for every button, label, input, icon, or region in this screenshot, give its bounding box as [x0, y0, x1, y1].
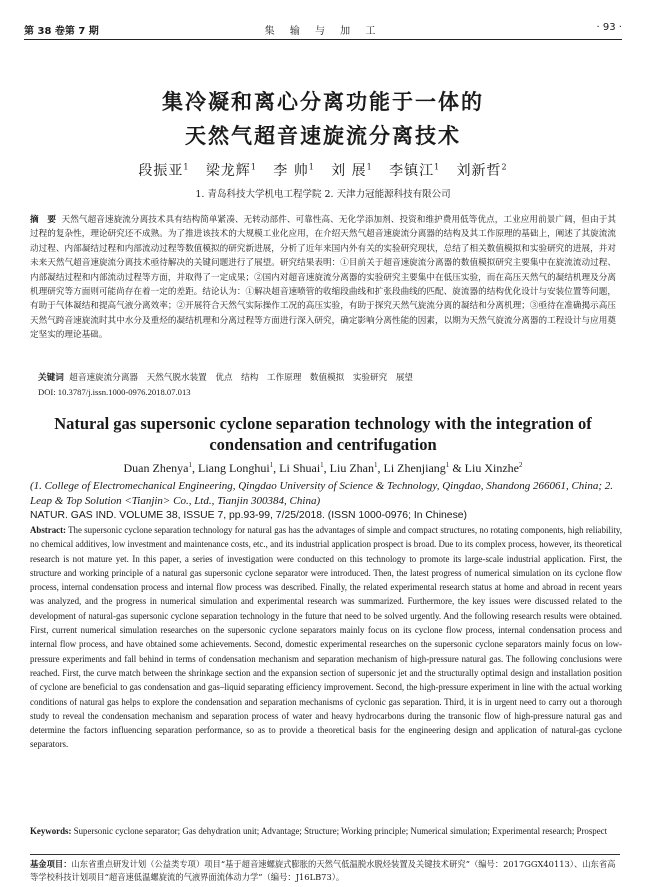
cn-title-line2: 天然气超音速旋流分离技术 — [185, 124, 461, 148]
en-abstract-label: Abstract: — [30, 525, 66, 535]
en-author-sup: 1 — [373, 461, 378, 469]
cn-author-sup: 1 — [183, 162, 190, 172]
cn-author-sup: 1 — [434, 162, 441, 172]
en-author: Liu Xinzhe — [464, 461, 519, 475]
en-keywords-label: Keywords: — [30, 826, 72, 836]
cn-abstract-label: 摘 要 — [30, 215, 56, 225]
journal-section: 集 输 与 加 工 — [264, 26, 382, 37]
en-author: Li Shuai — [279, 461, 321, 475]
en-author-sup: 1 — [269, 461, 274, 469]
cn-author: 刘 展 — [331, 163, 367, 179]
cn-title-line1: 集冷凝和离心分离功能于一体的 — [162, 90, 484, 114]
en-author: Liu Zhan — [329, 461, 374, 475]
cn-keywords-label: 关键词 — [38, 373, 64, 383]
en-affiliation: (1. College of Electromechanical Engineering, Qingdao University of Science & Technology, Qingdao, Shandong 266061, China; 2. Leap & Top Solution <Tianjin> Co., Ltd., Tianjin 300384, China) — [30, 480, 614, 507]
en-authors: Duan Zhenya$^1$, Liang Longhui$^1$, Li Shuai$^1$, Liu Zhan$^1$, Li Zhenjiang$^1$ & Liu Xinzhe$^2$ — [123, 461, 523, 475]
cn-author-sup: 1 — [366, 162, 373, 172]
volume-issue: 第 38 卷第 7 期 — [24, 26, 99, 37]
cn-author: 刘新哲 — [456, 163, 502, 179]
fund-label: 基金项目： — [30, 859, 72, 869]
cn-author: 李镇江 — [389, 163, 435, 179]
cn-author-sup: 1 — [308, 162, 315, 172]
cn-keywords-text: 超音速旋流分离器 天然气脱水装置 优点 结构 工作原理 数值模拟 实验研究 展望 — [69, 373, 414, 383]
footnote-rule — [30, 854, 620, 855]
cn-affiliation: 1. 青岛科技大学机电工程学院 2. 天津力冠能源科技有限公司 — [195, 189, 451, 200]
cn-authors — [24, 160, 622, 180]
fund-footnote — [30, 858, 622, 884]
header-rule — [24, 39, 622, 40]
en-author: Duan Zhenya — [123, 461, 189, 475]
cn-abstract — [30, 213, 616, 343]
en-title: Natural gas supersonic cyclone separation technology with the integration of condensation and centrifugation — [54, 414, 592, 454]
en-abstract — [30, 523, 622, 752]
en-abstract-text: The supersonic cyclone separation technology for natural gas has the advantages of simple and compact structures, no rotating components, high reliability, no chemical additives, low investment and maintenance costs, etc., and its industrial application prospect is broad. Due to its complex process, however, its theoretical research is not mature yet. In this paper, a series of investigation were conducted on this technology to promote its large-scale industrial application. First, the structure and working principle of a natural gas supersonic cyclone separator were introduced. Then, the latest progress of numerical simulation on its cyclone flow process, internal condensation process and internal flow process was described. Finally, the related experimental research status at home and abroad in recent years was analyzed, and the progress in numerical simulation and experimental research was summarized. Furthermore, the key issues were discussed related to the development of natural-gas supersonic cyclone separation technology in the future that need to be solved urgently. And the following research results were obtained. First, current numerical simulation researches on the supersonic cyclone separators mainly focus on its cyclone flow process, internal condensation process and internal flow process, and have obtained some achievements. Second, domestic experimental researches on the supersonic cyclone separators mainly focus on low-pressure experiments and fall behind in terms of condensation mechanism and separation mechanism of high-pressure natural gas. The following conclusions were reached. First, the curve match between the shrinkage section and the expansion section of supersonic jet and the structurally optimal design and installation position of cyclone are beneficial to gas condensation and gas–liquid separating efficiency improvement. Second, the high-pressure experiment in line with the actual working conditions of natural gas helps to explore the condensation and separation mechanisms of cyclonic gas separation. Third, it is in urgent need to carry out a thorough study to reveal the condensation mechanism and separation process of water and heavy hydrocarbons during the transonic flow of high-pressure natural gas and determine the factors influencing separation performance, so as to provide a theoretical basis for the engineering design and application of natural-gas cyclone separators. — [30, 525, 622, 750]
doi: DOI: 10.3787/j.issn.1000-0976.2018.07.013 — [38, 387, 191, 397]
en-keywords — [30, 824, 622, 838]
en-author-sup: 1 — [320, 461, 324, 469]
en-keywords-text: Supersonic cyclone separator; Gas dehydration unit; Advantage; Structure; Working principle; Numerical simulation; Experimental research; Prospect — [73, 826, 608, 836]
cn-author: 李 帅 — [273, 163, 309, 179]
fund-text: 山东省重点研发计划（公益类专项）项目“基于超音速螺旋式膨胀的天然气低温脱水脱烃装置及关键技术研究”（编号：2017GGX40113）、山东省高等学校科技计划项目“超音速低温螺旋流的气液界面流体动力学”（编号：J16LB73）。 — [30, 859, 616, 882]
cn-author: 段振亚 — [138, 163, 184, 179]
en-author: Li Zhenjiang — [383, 461, 446, 475]
cn-author-sup: 2 — [501, 162, 508, 172]
cn-author: 梁龙辉 — [205, 163, 251, 179]
running-header — [24, 22, 622, 38]
cn-keywords — [38, 371, 616, 385]
en-author-sup: 1 — [445, 461, 450, 469]
en-author-sup: 2 — [518, 461, 523, 469]
cn-abstract-text: 天然气超音速旋流分离技术具有结构简单紧凑、无转动部件、可靠性高、无化学添加剂、投资和维护费用低等优点，工业应用前景广阔，但由于其过程的复杂性，理论研究还不成熟。为了推进该技术的大规模工业化应用，在介绍天然气超音速旋流分离器的结构及其工作原理的基础上，阐述了其旋流流动过程、内部凝结过程和内部流动过程等数值模拟的研究新进展，分析了近年来国内外有关的实验研究现状，总结了相关数值模拟和实验研究的进展，并对未来天然气超音速旋流分离技术亟待解决的关键问题进行了展望。研究结果表明：①目前关于超音速旋流分离器的数值模拟研究主要集中在旋流流动过程、内部凝结过程和内部流动过程等方面，并取得了一定成果；②国内对超音速旋流分离器的实验研究主要集中在低压实验，而在高压天然气的凝结机理及分离机理研究等方面则可能尚存在着一定的差距。结论认为：①解决超音速喷管的收缩段曲线和扩张段曲线的匹配、旋流器的结构优化设计与安装位置等问题，有助于气体凝结和提高气液分离效率；②开展符合天然气实际操作工况的高压实验，有助于探究天然气旋流分离的凝结和分离机理；③亟待在准确揭示高压天然气跨音速旋流时其中水分及重烃的凝结机理和分离过程等方面进行深入研究，确定影响分离性能的因素，以期为天然气旋流分离器的工程设计与应用奠定坚实的理论基础。 — [30, 215, 616, 341]
en-author-sup: 1 — [188, 461, 192, 469]
page-number: · 93 · — [596, 22, 622, 33]
en-author: Liang Longhui — [198, 461, 270, 475]
cn-author-sup: 1 — [250, 162, 257, 172]
journal-citation: NATUR. GAS IND. VOLUME 38, ISSUE 7, pp.93-99, 7/25/2018. (ISSN 1000-0976; In Chinese) — [30, 510, 467, 521]
